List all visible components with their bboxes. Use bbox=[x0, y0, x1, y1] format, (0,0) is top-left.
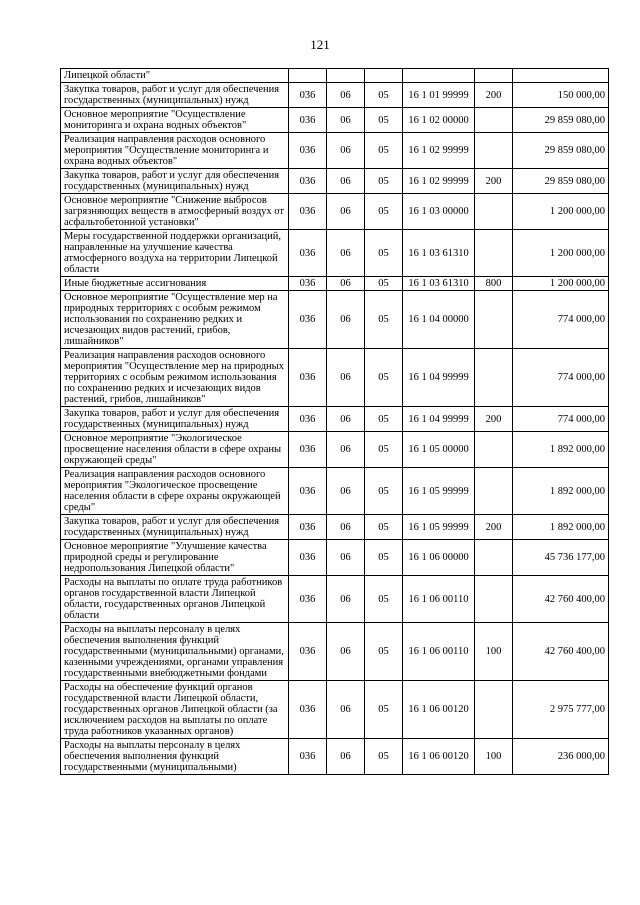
expense-type-cell bbox=[475, 576, 513, 623]
budget-table bbox=[60, 68, 609, 775]
section-code-cell: 06 bbox=[327, 194, 365, 230]
expense-type-cell bbox=[475, 432, 513, 468]
amount-cell: 29 859 080,00 bbox=[513, 108, 609, 133]
expense-type-cell bbox=[475, 194, 513, 230]
subsection-code-cell: 05 bbox=[365, 576, 403, 623]
row-name-cell: Основное мероприятие "Улучшение качества природной среды и регулирование недропользования Липецкой области" bbox=[61, 540, 289, 576]
admin-code-cell: 036 bbox=[289, 230, 327, 277]
amount-cell: 774 000,00 bbox=[513, 407, 609, 432]
amount-cell: 1 892 000,00 bbox=[513, 515, 609, 540]
admin-code-cell: 036 bbox=[289, 432, 327, 468]
target-article-cell: 16 1 03 61310 bbox=[403, 277, 475, 291]
amount-cell: 42 760 400,00 bbox=[513, 623, 609, 681]
admin-code-cell: 036 bbox=[289, 169, 327, 194]
subsection-code-cell: 05 bbox=[365, 349, 403, 407]
admin-code-cell: 036 bbox=[289, 291, 327, 349]
section-code-cell: 06 bbox=[327, 623, 365, 681]
amount-cell: 29 859 080,00 bbox=[513, 169, 609, 194]
admin-code-cell: 036 bbox=[289, 576, 327, 623]
target-article-cell: 16 1 06 00120 bbox=[403, 739, 475, 775]
section-code-cell: 06 bbox=[327, 291, 365, 349]
table-row bbox=[61, 277, 609, 291]
section-code-cell: 06 bbox=[327, 515, 365, 540]
expense-type-cell: 100 bbox=[475, 623, 513, 681]
row-name-cell: Основное мероприятие "Осуществление мониторинга и охрана водных объектов" bbox=[61, 108, 289, 133]
subsection-code-cell: 05 bbox=[365, 681, 403, 739]
row-name-cell: Расходы на выплаты персоналу в целях обеспечения выполнения функций государственными (муниципальными) bbox=[61, 739, 289, 775]
target-article-cell: 16 1 01 99999 bbox=[403, 83, 475, 108]
row-name-cell: Закупка товаров, работ и услуг для обеспечения государственных (муниципальных) нужд bbox=[61, 83, 289, 108]
table-row bbox=[61, 169, 609, 194]
amount-cell: 1 200 000,00 bbox=[513, 194, 609, 230]
table-row bbox=[61, 623, 609, 681]
subsection-code-cell: 05 bbox=[365, 194, 403, 230]
table-row bbox=[61, 349, 609, 407]
target-article-cell: 16 1 05 00000 bbox=[403, 432, 475, 468]
expense-type-cell bbox=[475, 69, 513, 83]
admin-code-cell: 036 bbox=[289, 108, 327, 133]
target-article-cell: 16 1 06 00110 bbox=[403, 576, 475, 623]
section-code-cell: 06 bbox=[327, 277, 365, 291]
amount-cell: 29 859 080,00 bbox=[513, 133, 609, 169]
target-article-cell: 16 1 05 99999 bbox=[403, 515, 475, 540]
amount-cell: 1 892 000,00 bbox=[513, 468, 609, 515]
admin-code-cell: 036 bbox=[289, 681, 327, 739]
row-name-cell: Основное мероприятие "Снижение выбросов загрязняющих веществ в атмосферный воздух от асфальтобетонной установки" bbox=[61, 194, 289, 230]
admin-code-cell: 036 bbox=[289, 133, 327, 169]
subsection-code-cell: 05 bbox=[365, 432, 403, 468]
section-code-cell: 06 bbox=[327, 349, 365, 407]
row-name-cell: Закупка товаров, работ и услуг для обеспечения государственных (муниципальных) нужд bbox=[61, 407, 289, 432]
amount-cell: 150 000,00 bbox=[513, 83, 609, 108]
row-name-cell: Реализация направления расходов основного мероприятия "Осуществление мер на природных территориях с особым режимом использования по сохранению редких и исчезающих видов растений, грибов, лишайников" bbox=[61, 349, 289, 407]
amount-cell: 45 736 177,00 bbox=[513, 540, 609, 576]
expense-type-cell: 200 bbox=[475, 407, 513, 432]
amount-cell: 42 760 400,00 bbox=[513, 576, 609, 623]
amount-cell: 1 200 000,00 bbox=[513, 277, 609, 291]
target-article-cell: 16 1 02 99999 bbox=[403, 133, 475, 169]
target-article-cell: 16 1 04 99999 bbox=[403, 407, 475, 432]
section-code-cell: 06 bbox=[327, 432, 365, 468]
amount-cell: 774 000,00 bbox=[513, 349, 609, 407]
subsection-code-cell: 05 bbox=[365, 407, 403, 432]
admin-code-cell: 036 bbox=[289, 194, 327, 230]
subsection-code-cell: 05 bbox=[365, 277, 403, 291]
table-row bbox=[61, 133, 609, 169]
expense-type-cell bbox=[475, 230, 513, 277]
target-article-cell: 16 1 06 00110 bbox=[403, 623, 475, 681]
row-name-cell: Меры государственной поддержки организаций, направленные на улучшение качества атмосферного воздуха на территории Липецкой области bbox=[61, 230, 289, 277]
admin-code-cell: 036 bbox=[289, 623, 327, 681]
row-name-cell: Расходы на выплаты персоналу в целях обеспечения выполнения функций государственными (муниципальными) органами, казенными учреждениями, органами управления государственными внебюджетными фондами bbox=[61, 623, 289, 681]
admin-code-cell: 036 bbox=[289, 83, 327, 108]
target-article-cell bbox=[403, 69, 475, 83]
section-code-cell: 06 bbox=[327, 230, 365, 277]
row-name-cell: Основное мероприятие "Осуществление мер на природных территориях с особым режимом использования по сохранению редких и исчезающих видов растений, грибов, лишайников" bbox=[61, 291, 289, 349]
row-name-cell: Липецкой области" bbox=[61, 69, 289, 83]
target-article-cell: 16 1 03 61310 bbox=[403, 230, 475, 277]
table-row bbox=[61, 291, 609, 349]
expense-type-cell bbox=[475, 349, 513, 407]
subsection-code-cell: 05 bbox=[365, 540, 403, 576]
row-name-cell: Закупка товаров, работ и услуг для обеспечения государственных (муниципальных) нужд bbox=[61, 515, 289, 540]
expense-type-cell bbox=[475, 133, 513, 169]
table-row bbox=[61, 681, 609, 739]
subsection-code-cell: 05 bbox=[365, 108, 403, 133]
admin-code-cell: 036 bbox=[289, 349, 327, 407]
expense-type-cell bbox=[475, 681, 513, 739]
table-row bbox=[61, 407, 609, 432]
section-code-cell: 06 bbox=[327, 576, 365, 623]
subsection-code-cell: 05 bbox=[365, 169, 403, 194]
subsection-code-cell: 05 bbox=[365, 739, 403, 775]
table-row bbox=[61, 432, 609, 468]
table-row bbox=[61, 69, 609, 83]
page-number: 121 bbox=[310, 37, 330, 52]
subsection-code-cell: 05 bbox=[365, 468, 403, 515]
table-row bbox=[61, 83, 609, 108]
table-row bbox=[61, 468, 609, 515]
table-row bbox=[61, 108, 609, 133]
subsection-code-cell: 05 bbox=[365, 133, 403, 169]
admin-code-cell bbox=[289, 69, 327, 83]
expense-type-cell: 200 bbox=[475, 83, 513, 108]
admin-code-cell: 036 bbox=[289, 407, 327, 432]
section-code-cell: 06 bbox=[327, 468, 365, 515]
target-article-cell: 16 1 02 99999 bbox=[403, 169, 475, 194]
budget-table-body bbox=[61, 69, 609, 775]
table-row bbox=[61, 515, 609, 540]
row-name-cell: Расходы на обеспечение функций органов государственной власти Липецкой области, государственных органов Липецкой области (за исключением расходов на выплаты по оплате труда работников указанных органов) bbox=[61, 681, 289, 739]
expense-type-cell bbox=[475, 468, 513, 515]
table-row bbox=[61, 576, 609, 623]
row-name-cell: Реализация направления расходов основного мероприятия "Осуществление мониторинга и охрана водных объектов" bbox=[61, 133, 289, 169]
subsection-code-cell: 05 bbox=[365, 230, 403, 277]
target-article-cell: 16 1 04 99999 bbox=[403, 349, 475, 407]
expense-type-cell bbox=[475, 108, 513, 133]
row-name-cell: Закупка товаров, работ и услуг для обеспечения государственных (муниципальных) нужд bbox=[61, 169, 289, 194]
admin-code-cell: 036 bbox=[289, 540, 327, 576]
section-code-cell: 06 bbox=[327, 83, 365, 108]
section-code-cell: 06 bbox=[327, 108, 365, 133]
target-article-cell: 16 1 06 00000 bbox=[403, 540, 475, 576]
subsection-code-cell: 05 bbox=[365, 83, 403, 108]
subsection-code-cell: 05 bbox=[365, 623, 403, 681]
expense-type-cell bbox=[475, 291, 513, 349]
expense-type-cell: 100 bbox=[475, 739, 513, 775]
table-row bbox=[61, 230, 609, 277]
section-code-cell: 06 bbox=[327, 169, 365, 194]
section-code-cell: 06 bbox=[327, 681, 365, 739]
admin-code-cell: 036 bbox=[289, 277, 327, 291]
row-name-cell: Иные бюджетные ассигнования bbox=[61, 277, 289, 291]
admin-code-cell: 036 bbox=[289, 468, 327, 515]
amount-cell: 236 000,00 bbox=[513, 739, 609, 775]
section-code-cell: 06 bbox=[327, 540, 365, 576]
expense-type-cell: 200 bbox=[475, 169, 513, 194]
section-code-cell bbox=[327, 69, 365, 83]
expense-type-cell bbox=[475, 540, 513, 576]
amount-cell: 1 892 000,00 bbox=[513, 432, 609, 468]
amount-cell: 1 200 000,00 bbox=[513, 230, 609, 277]
target-article-cell: 16 1 02 00000 bbox=[403, 108, 475, 133]
section-code-cell: 06 bbox=[327, 133, 365, 169]
admin-code-cell: 036 bbox=[289, 515, 327, 540]
expense-type-cell: 800 bbox=[475, 277, 513, 291]
target-article-cell: 16 1 04 00000 bbox=[403, 291, 475, 349]
target-article-cell: 16 1 06 00120 bbox=[403, 681, 475, 739]
target-article-cell: 16 1 05 99999 bbox=[403, 468, 475, 515]
admin-code-cell: 036 bbox=[289, 739, 327, 775]
section-code-cell: 06 bbox=[327, 407, 365, 432]
table-row bbox=[61, 194, 609, 230]
amount-cell bbox=[513, 69, 609, 83]
subsection-code-cell: 05 bbox=[365, 515, 403, 540]
section-code-cell: 06 bbox=[327, 739, 365, 775]
subsection-code-cell bbox=[365, 69, 403, 83]
amount-cell: 2 975 777,00 bbox=[513, 681, 609, 739]
row-name-cell: Расходы на выплаты по оплате труда работников органов государственной власти Липецкой области, государственных органов Липецкой области bbox=[61, 576, 289, 623]
subsection-code-cell: 05 bbox=[365, 291, 403, 349]
table-row bbox=[61, 739, 609, 775]
target-article-cell: 16 1 03 00000 bbox=[403, 194, 475, 230]
amount-cell: 774 000,00 bbox=[513, 291, 609, 349]
expense-type-cell: 200 bbox=[475, 515, 513, 540]
row-name-cell: Реализация направления расходов основного мероприятия "Экологическое просвещение населения области в сфере охраны окружающей среды" bbox=[61, 468, 289, 515]
row-name-cell: Основное мероприятие "Экологическое просвещение населения области в сфере охраны окружающей среды" bbox=[61, 432, 289, 468]
table-row bbox=[61, 540, 609, 576]
